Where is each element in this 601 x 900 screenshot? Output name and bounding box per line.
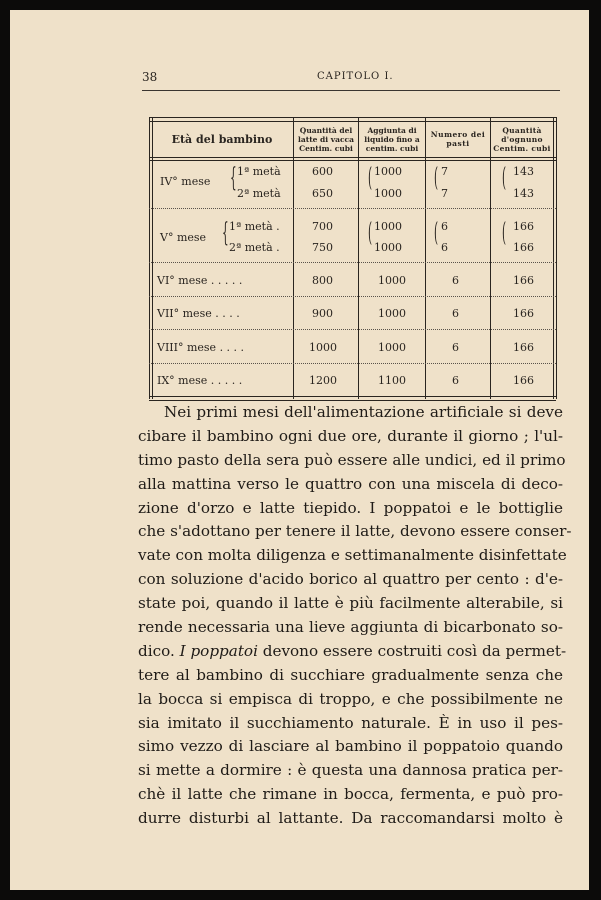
each-cell: 166 bbox=[513, 274, 534, 287]
feeding-table bbox=[149, 117, 556, 397]
text-line: sia imitato il succhiamento naturale. È in uso il pes- bbox=[138, 713, 563, 732]
brace-icon: ( bbox=[434, 163, 439, 193]
milk-cell: 1200 bbox=[309, 374, 337, 387]
chapter-title: CAPITOLO I. bbox=[317, 71, 394, 82]
milk-cell: 700 bbox=[312, 220, 333, 233]
age-cell: IV° mese bbox=[160, 175, 211, 188]
age-cell: IX° mese . . . . . bbox=[157, 374, 243, 387]
text-line: che s'adottano per tenere il latte, devono essere conser- bbox=[138, 522, 572, 541]
meals-cell: 6 bbox=[441, 241, 448, 254]
each-cell: 143 bbox=[513, 187, 534, 200]
text-line bbox=[138, 640, 567, 664]
brace-icon: ( bbox=[368, 163, 373, 193]
each-cell: 166 bbox=[513, 341, 534, 354]
header-milk-quantity: Quantità del latte di vacca Centim. cubi bbox=[298, 125, 354, 153]
milk-cell: 900 bbox=[312, 307, 333, 320]
liquid-cell: 1000 bbox=[374, 165, 402, 178]
row-separator bbox=[149, 208, 556, 209]
text-line: con soluzione d'acido borico al quattro per cento : d'e- bbox=[138, 570, 563, 589]
brace-icon: ( bbox=[434, 218, 439, 248]
header-liquid-added: Aggiunta di liquido fino a centim. cubi bbox=[364, 125, 420, 153]
book-page bbox=[10, 10, 589, 890]
liquid-cell: 1000 bbox=[374, 241, 402, 254]
header-rule bbox=[142, 90, 560, 91]
milk-cell: 750 bbox=[312, 241, 333, 254]
text-line: state poi, quando il latte è più facilmente alterabile, si bbox=[138, 594, 563, 613]
text-line: alla mattina verso le quattro con una miscela di deco- bbox=[138, 474, 563, 493]
age-cell: VII° mese . . . . bbox=[157, 307, 240, 320]
table-top-border bbox=[149, 117, 556, 122]
text-line: rende necessaria una lieve aggiunta di bicarbonato so- bbox=[138, 618, 563, 637]
header-quantity-each: Quantità d'ognuno Centim. cubi bbox=[493, 125, 551, 153]
milk-cell: 1000 bbox=[309, 341, 337, 354]
brace-icon: { bbox=[229, 163, 237, 193]
meals-cell: 6 bbox=[452, 274, 459, 287]
liquid-cell: 1100 bbox=[378, 374, 406, 387]
sub-age-cell: 1ª metà bbox=[237, 165, 281, 178]
milk-cell: 650 bbox=[312, 187, 333, 200]
text-line: zione d'orzo e latte tiepido. I poppatoi e le bottiglie bbox=[138, 498, 563, 517]
brace-icon: ( bbox=[368, 218, 373, 248]
text-line: timo pasto della sera può essere alle undici, ed il primo bbox=[138, 450, 566, 469]
each-cell: 166 bbox=[513, 220, 534, 233]
text-line: chè il latte che rimane in bocca, fermenta, e può pro- bbox=[138, 785, 563, 804]
meals-cell: 6 bbox=[452, 341, 459, 354]
header-separator bbox=[149, 157, 556, 161]
age-cell: VIII° mese . . . . bbox=[157, 341, 245, 354]
meals-cell: 6 bbox=[452, 307, 459, 320]
text-line: Nei primi mesi dell'alimentazione artificiale si deve bbox=[164, 403, 563, 421]
sub-age-cell: 1ª metà . bbox=[229, 220, 280, 233]
each-cell: 166 bbox=[513, 241, 534, 254]
meals-cell: 7 bbox=[441, 187, 448, 200]
liquid-cell: 1000 bbox=[378, 274, 406, 287]
row-separator bbox=[149, 262, 556, 263]
liquid-cell: 1000 bbox=[374, 220, 402, 233]
each-cell: 166 bbox=[513, 307, 534, 320]
page-number: 38 bbox=[142, 70, 158, 84]
age-cell: V° mese bbox=[160, 231, 207, 244]
header-number-of-meals: Numero dei pasti bbox=[430, 130, 486, 148]
text-line: durre disturbi al lattante. Da raccomandarsi molto è bbox=[138, 809, 563, 828]
text-fragment: devono essere costruiti così da permet- bbox=[257, 641, 567, 660]
meals-cell: 6 bbox=[441, 220, 448, 233]
sub-age-cell: 2ª metà bbox=[237, 187, 281, 200]
italic-term: I poppatoi bbox=[179, 641, 258, 660]
meals-cell: 7 bbox=[441, 165, 448, 178]
liquid-cell: 1000 bbox=[374, 187, 402, 200]
text-line: la bocca si empisca di troppo, e che possibilmente ne bbox=[138, 689, 563, 708]
age-cell: VI° mese . . . . . bbox=[157, 274, 243, 287]
meals-cell: 6 bbox=[452, 374, 459, 387]
text-fragment: dico. bbox=[138, 641, 175, 660]
row-separator bbox=[149, 363, 556, 364]
row-separator bbox=[149, 296, 556, 297]
header-age: Età del bambino bbox=[171, 132, 273, 146]
brace-icon: { bbox=[221, 218, 229, 248]
brace-icon: ( bbox=[502, 218, 507, 248]
brace-icon: ( bbox=[502, 163, 507, 193]
liquid-cell: 1000 bbox=[378, 341, 406, 354]
milk-cell: 800 bbox=[312, 274, 333, 287]
text-line: cibare il bambino ogni due ore, durante il giorno ; l'ul- bbox=[138, 426, 563, 445]
each-cell: 143 bbox=[513, 165, 534, 178]
sub-age-cell: 2ª metà . bbox=[229, 241, 280, 254]
milk-cell: 600 bbox=[312, 165, 333, 178]
text-line: vate con molta diligenza e settimanalmente disinfettate bbox=[138, 546, 567, 565]
text-line: simo vezzo di lasciare al bambino il poppatoio quando bbox=[138, 737, 563, 756]
body-paragraph bbox=[138, 401, 572, 831]
liquid-cell: 1000 bbox=[378, 307, 406, 320]
row-separator bbox=[149, 329, 556, 330]
text-line: si mette a dormire : è questa una dannosa pratica per- bbox=[138, 761, 563, 780]
text-line: tere al bambino di succhiare gradualmente senza che bbox=[138, 665, 563, 684]
each-cell: 166 bbox=[513, 374, 534, 387]
